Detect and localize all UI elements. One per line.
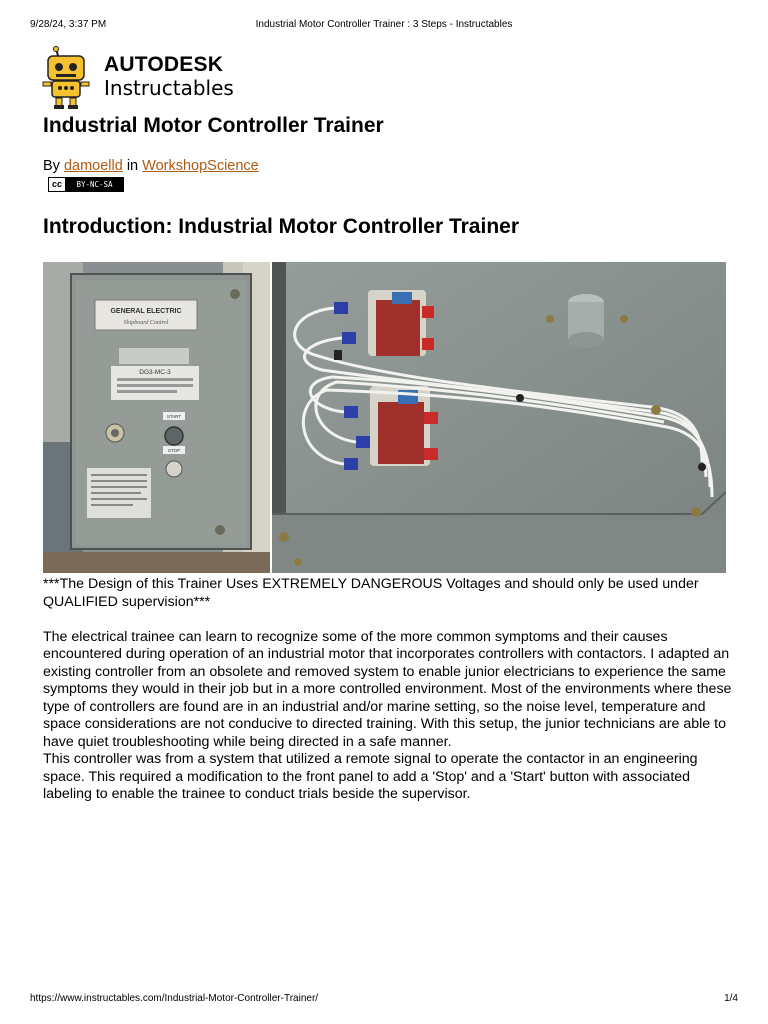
page-number: 1/4 xyxy=(724,993,738,1004)
print-datetime: 9/28/24, 3:37 PM xyxy=(30,19,107,30)
article-body xyxy=(43,576,733,804)
stop-plate: STOP xyxy=(167,448,181,453)
instructables-robot-icon xyxy=(42,46,98,110)
controller-interior-image xyxy=(272,262,726,573)
cc-icon: cc xyxy=(49,178,66,191)
controller-interior-photo[interactable] xyxy=(272,262,726,573)
controller-front-photo[interactable] xyxy=(43,262,270,573)
print-page-title: Industrial Motor Controller Trainer : 3 Steps - Instructables xyxy=(255,19,513,30)
print-header xyxy=(30,19,738,33)
license-label: BY-NC-SA xyxy=(66,178,123,191)
byline-in: in xyxy=(126,158,139,174)
ge-label-sub: Shipboard Control xyxy=(123,320,169,326)
intro-paragraph-1: The electrical trainee can learn to recognize some of the more common symptoms and their causes encountered during operation of an industrial motor that incorporates controllers with contactors. I adapted an existing controller from an obsolete and removed system to enable junior electricians to experience the same symptoms they would in their job but in a more controlled environment. Most of the environments where these type of controllers are found are in an industrial and/or marine setting, so the noise level, temperature and space considerations are not conducive to directed training. With this setup, the junior technicians are able to have quiet troubleshooting while being directed in a safe manner. xyxy=(43,628,732,750)
start-plate: START xyxy=(166,414,182,419)
warning-paragraph: ***The Design of this Trainer Uses EXTREMELY DANGEROUS Voltages and should only be used under QUALIFIED supervision*** xyxy=(43,576,699,610)
page-title: Industrial Motor Controller Trainer xyxy=(43,114,384,137)
byline xyxy=(43,158,259,174)
byline-by: By xyxy=(43,158,60,174)
intro-heading: Introduction: Industrial Motor Controller Trainer xyxy=(43,215,519,238)
instructables-logo[interactable] xyxy=(42,46,242,110)
controller-front-image xyxy=(43,262,270,573)
ge-label-model: DG3-MC-3 xyxy=(139,369,171,376)
author-link[interactable]: damoelld xyxy=(63,158,123,174)
brand-autodesk: AUTODESK xyxy=(104,53,224,76)
print-url: https://www.instructables.com/Industrial-Motor-Controller-Trainer/ xyxy=(30,993,319,1004)
ge-label-brand: GENERAL ELECTRIC xyxy=(110,308,182,315)
category-link[interactable]: WorkshopScience xyxy=(142,158,259,174)
intro-paragraph-2: This controller was from a system that utilized a remote signal to operate the contactor in an engineering space. This required a modification to the front panel to add a 'Stop' and a 'Start' button with associated labeling to enable the trainee to conduct trials beside the supervisor. xyxy=(43,751,698,802)
license-badge[interactable] xyxy=(48,177,124,192)
brand-instructables: Instructables xyxy=(104,76,234,100)
